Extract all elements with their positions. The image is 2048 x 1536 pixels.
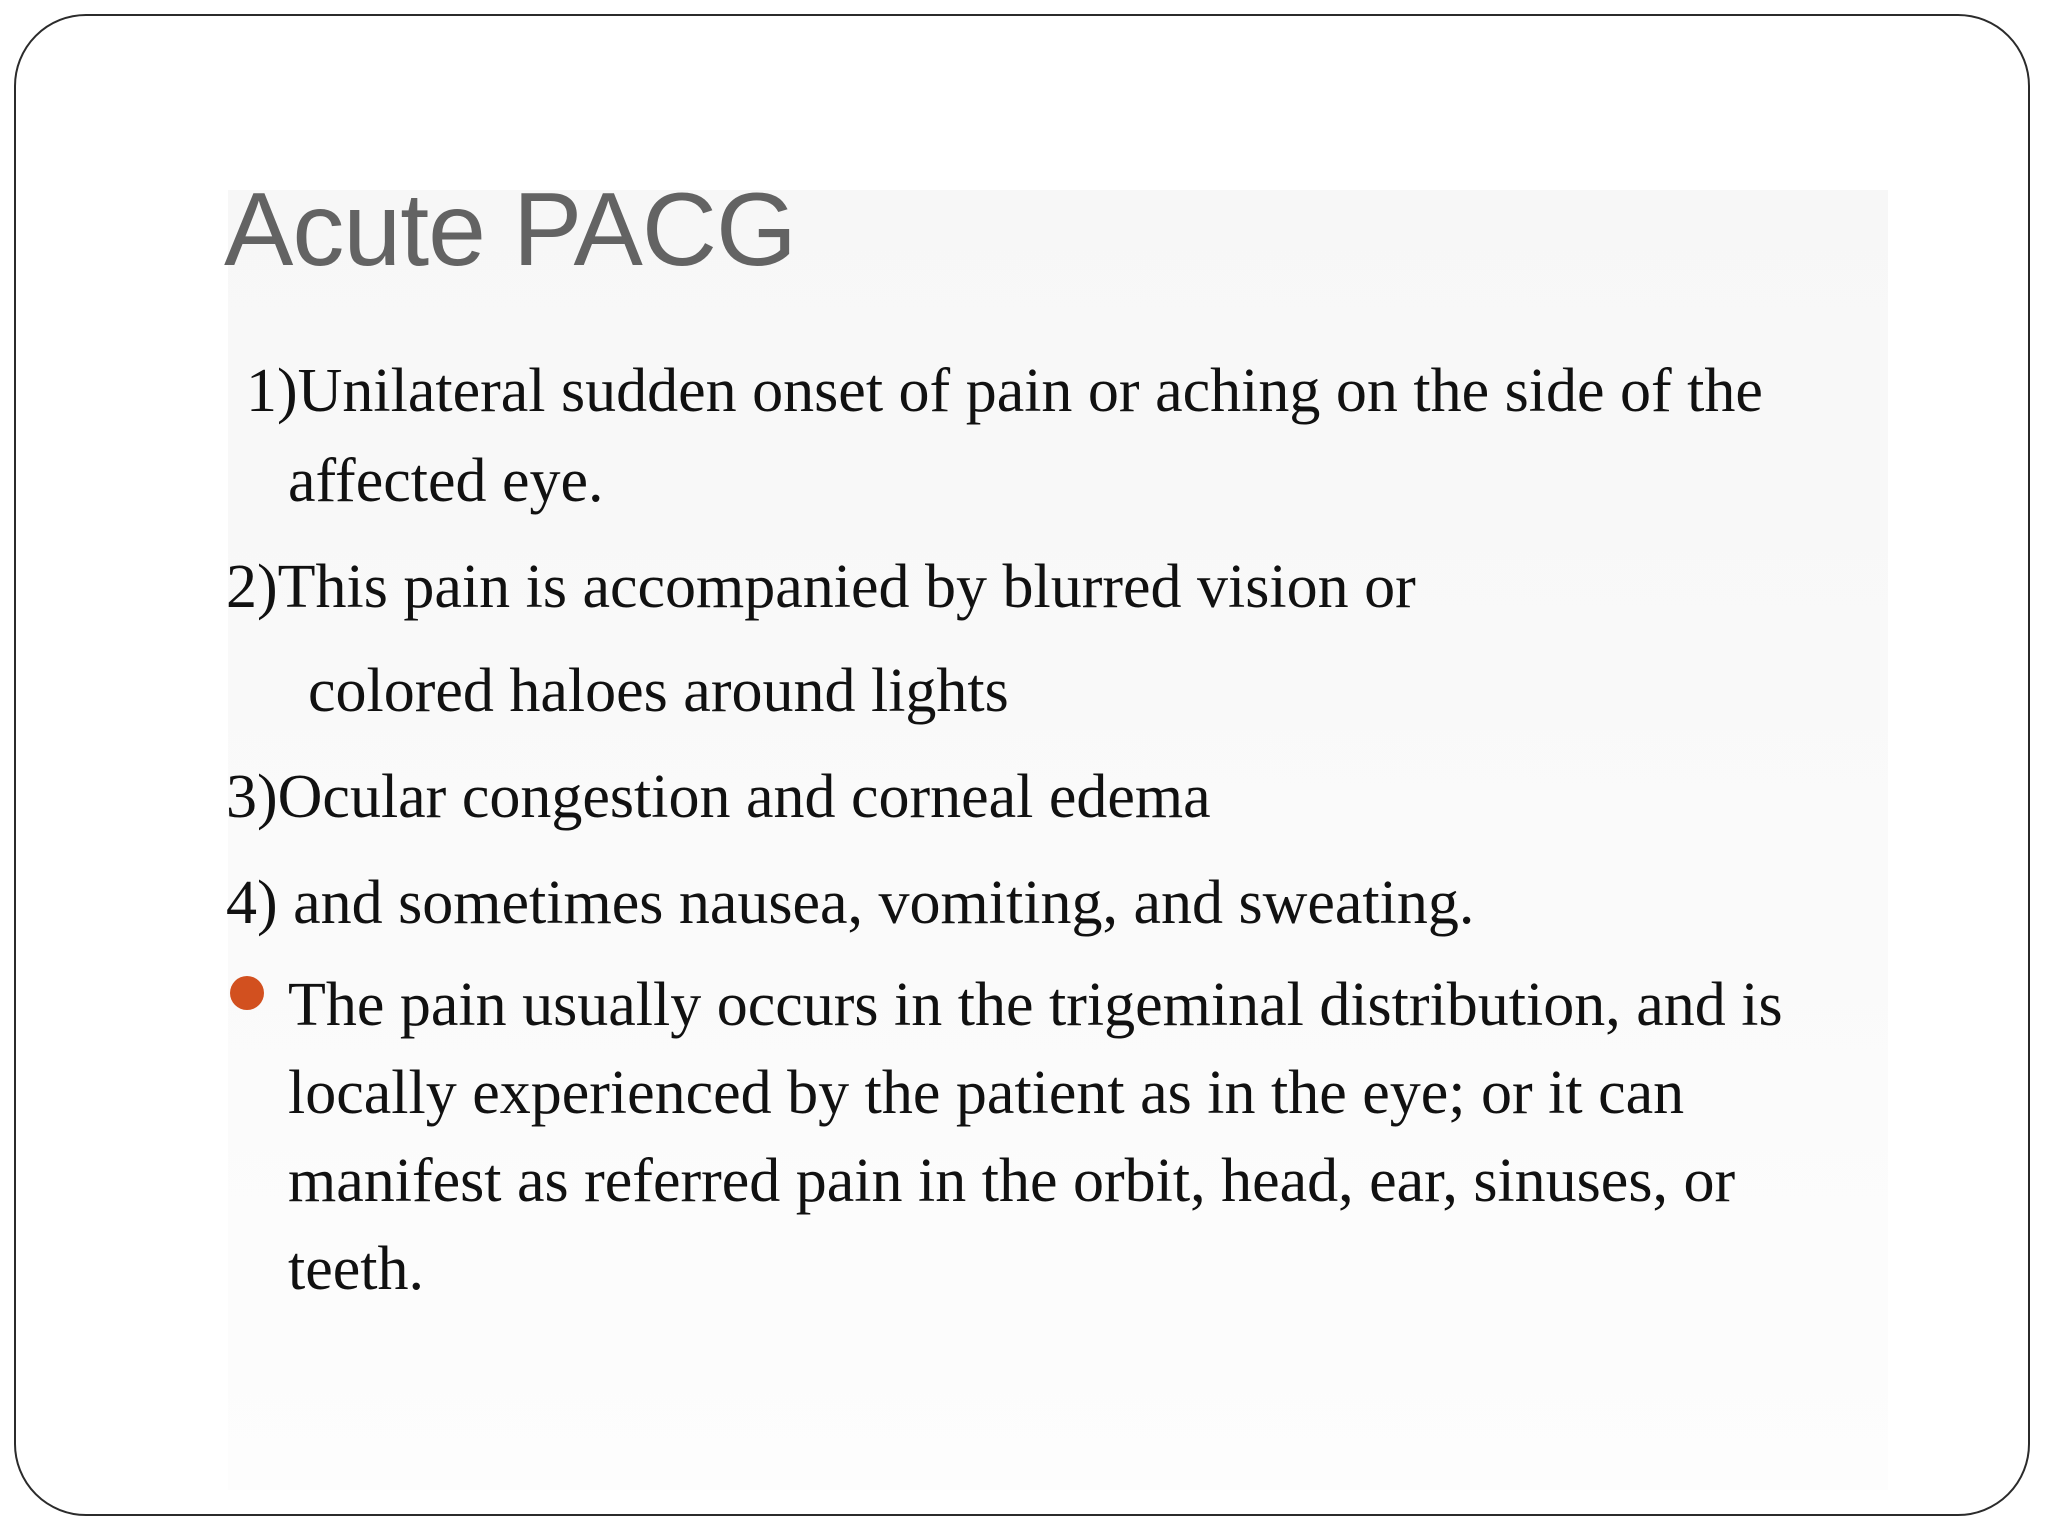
item-4-line-1: 4) and sometimes nausea, vomiting, and sweating.	[226, 869, 1475, 937]
item-2-line-2: colored haloes around lights	[308, 657, 1009, 725]
bullet-line-3: manifest as referred pain in the orbit, head, ear, sinuses, or	[288, 1147, 1736, 1215]
item-1-line-2: affected eye.	[288, 447, 604, 515]
item-2-line-1: 2)This pain is accompanied by blurred vision or	[226, 553, 1416, 621]
bullet-line-1: The pain usually occurs in the trigeminal distribution, and is	[288, 971, 1783, 1039]
item-3-line-1: 3)Ocular congestion and corneal edema	[226, 763, 1211, 831]
item-1-line-1: 1)Unilateral sudden onset of pain or aching on the side of the	[246, 357, 1763, 425]
slide-title: Acute PACG	[224, 172, 796, 288]
bullet-line-2: locally experienced by the patient as in the eye; or it can	[288, 1059, 1685, 1127]
bullet-line-4: teeth.	[288, 1235, 424, 1303]
bullet-dot-icon	[230, 976, 264, 1010]
